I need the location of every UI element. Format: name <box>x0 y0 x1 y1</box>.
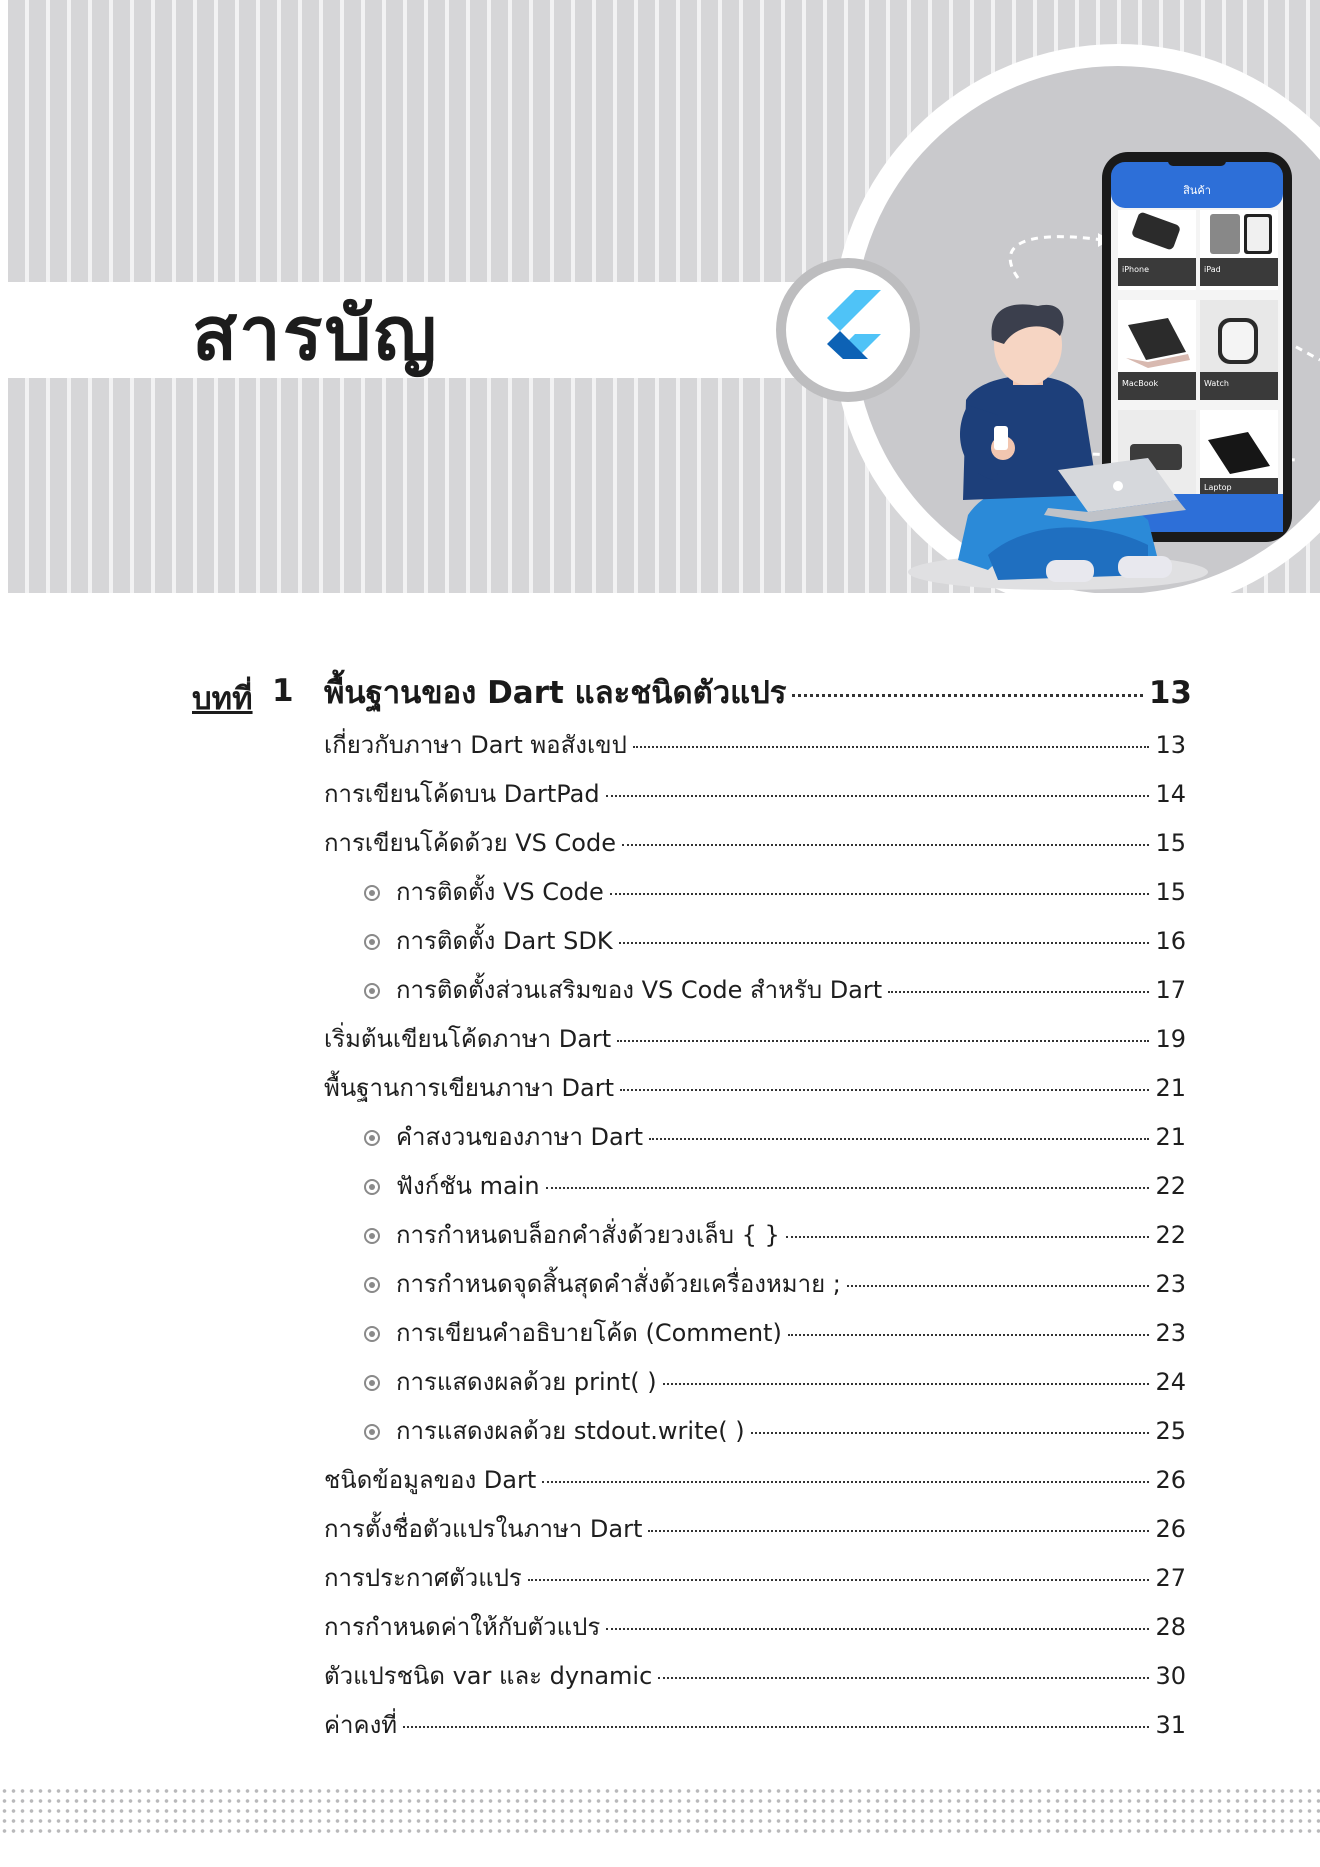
header-illustration <box>8 0 1320 593</box>
toc-subitem[interactable] <box>364 1260 1186 1309</box>
toc-item-title: การแสดงผลด้วย stdout.write( ) <box>396 1417 745 1445</box>
dot-leader <box>528 1579 1150 1581</box>
toc-item-page: 30 <box>1155 1662 1186 1690</box>
dot-leader <box>617 1040 1149 1042</box>
toc-item-page: 13 <box>1155 731 1186 759</box>
bullet-icon <box>364 1130 380 1146</box>
dot-leader <box>751 1432 1150 1434</box>
dot-leader <box>633 746 1150 748</box>
toc-subitem[interactable] <box>364 1358 1186 1407</box>
toc-subitem[interactable] <box>364 1211 1186 1260</box>
svg-text:MacBook: MacBook <box>1122 379 1159 388</box>
toc-item-title: การติดตั้ง VS Code <box>396 878 604 906</box>
svg-text:Watch: Watch <box>1204 379 1229 388</box>
toc-item-title: การเขียนโค้ดด้วย VS Code <box>324 829 616 857</box>
bullet-icon <box>364 1375 380 1391</box>
toc-item-title: การกำหนดจุดสิ้นสุดคำสั่งด้วยเครื่องหมาย ; <box>396 1270 841 1298</box>
toc-item-page: 27 <box>1155 1564 1186 1592</box>
dot-leader <box>663 1383 1150 1385</box>
toc-item-page: 23 <box>1155 1270 1186 1298</box>
bullet-icon <box>364 983 380 999</box>
toc-item-title: การแสดงผลด้วย print( ) <box>396 1368 657 1396</box>
chapter-page: 13 <box>1148 675 1192 711</box>
dot-leader <box>620 1089 1149 1091</box>
toc-item-title: ฟังก์ชัน main <box>396 1172 540 1200</box>
product-card-watch <box>1200 300 1278 400</box>
toc-item-page: 21 <box>1155 1074 1186 1102</box>
dot-leader <box>606 1628 1149 1630</box>
bullet-icon <box>364 934 380 950</box>
toc-item-title: การประกาศตัวแปร <box>324 1564 522 1592</box>
dot-leader <box>619 942 1150 944</box>
dot-leader <box>622 844 1149 846</box>
toc-item-page: 16 <box>1155 927 1186 955</box>
svg-text:iPad: iPad <box>1204 265 1221 274</box>
dot-leader <box>888 991 1149 993</box>
dot-leader <box>792 694 1142 697</box>
toc-item-page: 19 <box>1155 1025 1186 1053</box>
bullet-icon <box>364 1179 380 1195</box>
toc-item-title: การเขียนคำอธิบายโค้ด (Comment) <box>396 1319 782 1347</box>
toc-subitem[interactable] <box>364 1162 1186 1211</box>
toc-item-title: การกำหนดบล็อกคำสั่งด้วยวงเล็บ { } <box>396 1221 780 1249</box>
svg-text:Laptop: Laptop <box>1204 483 1232 492</box>
svg-text:iPhone: iPhone <box>1122 265 1150 274</box>
toc-item[interactable] <box>324 1603 1186 1652</box>
toc-item[interactable] <box>324 1064 1186 1113</box>
toc-item-page: 15 <box>1155 878 1186 906</box>
toc-item[interactable] <box>324 1505 1186 1554</box>
toc-item-page: 14 <box>1155 780 1186 808</box>
bullet-icon <box>364 1326 380 1342</box>
toc-item-title: พื้นฐานการเขียนภาษา Dart <box>324 1074 615 1102</box>
toc-item[interactable] <box>324 1015 1186 1064</box>
dot-leader <box>788 1334 1150 1336</box>
bullet-icon <box>364 1424 380 1440</box>
toc-item-page: 31 <box>1155 1711 1186 1739</box>
toc-subitem[interactable] <box>364 917 1186 966</box>
toc-item-page: 23 <box>1155 1319 1186 1347</box>
product-card-ipad <box>1200 210 1278 290</box>
flutter-logo-icon <box>776 258 920 402</box>
chapter-title: พื้นฐานของ Dart และชนิดตัวแปร <box>324 675 787 711</box>
toc-item[interactable] <box>324 770 1186 819</box>
header-banner <box>8 0 1320 593</box>
phone-header-text: สินค้า <box>1183 184 1211 197</box>
toc-item-title: เกี่ยวกับภาษา Dart พอสังเขป <box>324 731 627 759</box>
toc-item-page: 21 <box>1155 1123 1186 1151</box>
toc-item-page: 15 <box>1155 829 1186 857</box>
toc-item-title: ค่าคงที่ <box>324 1711 398 1739</box>
toc-chapter-1[interactable] <box>192 665 1192 721</box>
toc-item-page: 26 <box>1155 1466 1186 1494</box>
toc-subitem[interactable] <box>364 966 1186 1015</box>
dot-leader <box>648 1530 1149 1532</box>
toc-item-page: 24 <box>1155 1368 1186 1396</box>
chapter-number: 1 <box>272 673 294 709</box>
toc-subitem[interactable] <box>364 1309 1186 1358</box>
toc-subitem[interactable] <box>364 1407 1186 1456</box>
toc-item-page: 25 <box>1155 1417 1186 1445</box>
toc-item-page: 22 <box>1155 1172 1186 1200</box>
dot-leader <box>610 893 1150 895</box>
page-title: สารบัญ <box>192 291 439 377</box>
bullet-icon <box>364 1228 380 1244</box>
dot-leader <box>542 1481 1149 1483</box>
dot-leader <box>403 1726 1149 1728</box>
dot-leader <box>649 1138 1149 1140</box>
toc-item[interactable] <box>324 1554 1186 1603</box>
dot-leader <box>658 1677 1149 1679</box>
toc-item-title: การติดตั้ง Dart SDK <box>396 927 613 955</box>
toc-item[interactable] <box>324 1701 1186 1750</box>
toc-item-page: 26 <box>1155 1515 1186 1543</box>
chapter-label: บทที่ <box>192 681 253 717</box>
toc-item-title: การเขียนโค้ดบน DartPad <box>324 780 600 808</box>
toc-subitem[interactable] <box>364 868 1186 917</box>
toc-item[interactable] <box>324 721 1186 770</box>
toc-item-title: คำสงวนของภาษา Dart <box>396 1123 644 1151</box>
dot-leader <box>847 1285 1150 1287</box>
toc-item[interactable] <box>324 1652 1186 1701</box>
product-card-macbook <box>1118 300 1196 400</box>
bullet-icon <box>364 1277 380 1293</box>
bullet-icon <box>364 885 380 901</box>
toc-item-title: ตัวแปรชนิด var และ dynamic <box>324 1662 653 1690</box>
toc-item-title: ชนิดข้อมูลของ Dart <box>324 1466 537 1494</box>
footer-dot-pattern <box>0 1786 1320 1838</box>
product-card-laptop <box>1200 410 1278 494</box>
toc-item-page: 17 <box>1155 976 1186 1004</box>
toc-item-title: การตั้งชื่อตัวแปรในภาษา Dart <box>324 1515 643 1543</box>
product-card-iphone <box>1118 210 1196 290</box>
toc-subitem[interactable] <box>364 1113 1186 1162</box>
toc-item-title: เริ่มต้นเขียนโค้ดภาษา Dart <box>324 1025 612 1053</box>
dot-leader <box>786 1236 1150 1238</box>
toc-item-title: การกำหนดค่าให้กับตัวแปร <box>324 1613 601 1641</box>
toc-item-title: การติดตั้งส่วนเสริมของ VS Code สำหรับ Dart <box>396 976 883 1004</box>
toc-item-page: 22 <box>1155 1221 1186 1249</box>
toc-item-page: 28 <box>1155 1613 1186 1641</box>
toc-item[interactable] <box>324 819 1186 868</box>
toc-item[interactable] <box>324 1456 1186 1505</box>
dot-leader <box>606 795 1150 797</box>
dot-leader <box>546 1187 1150 1189</box>
